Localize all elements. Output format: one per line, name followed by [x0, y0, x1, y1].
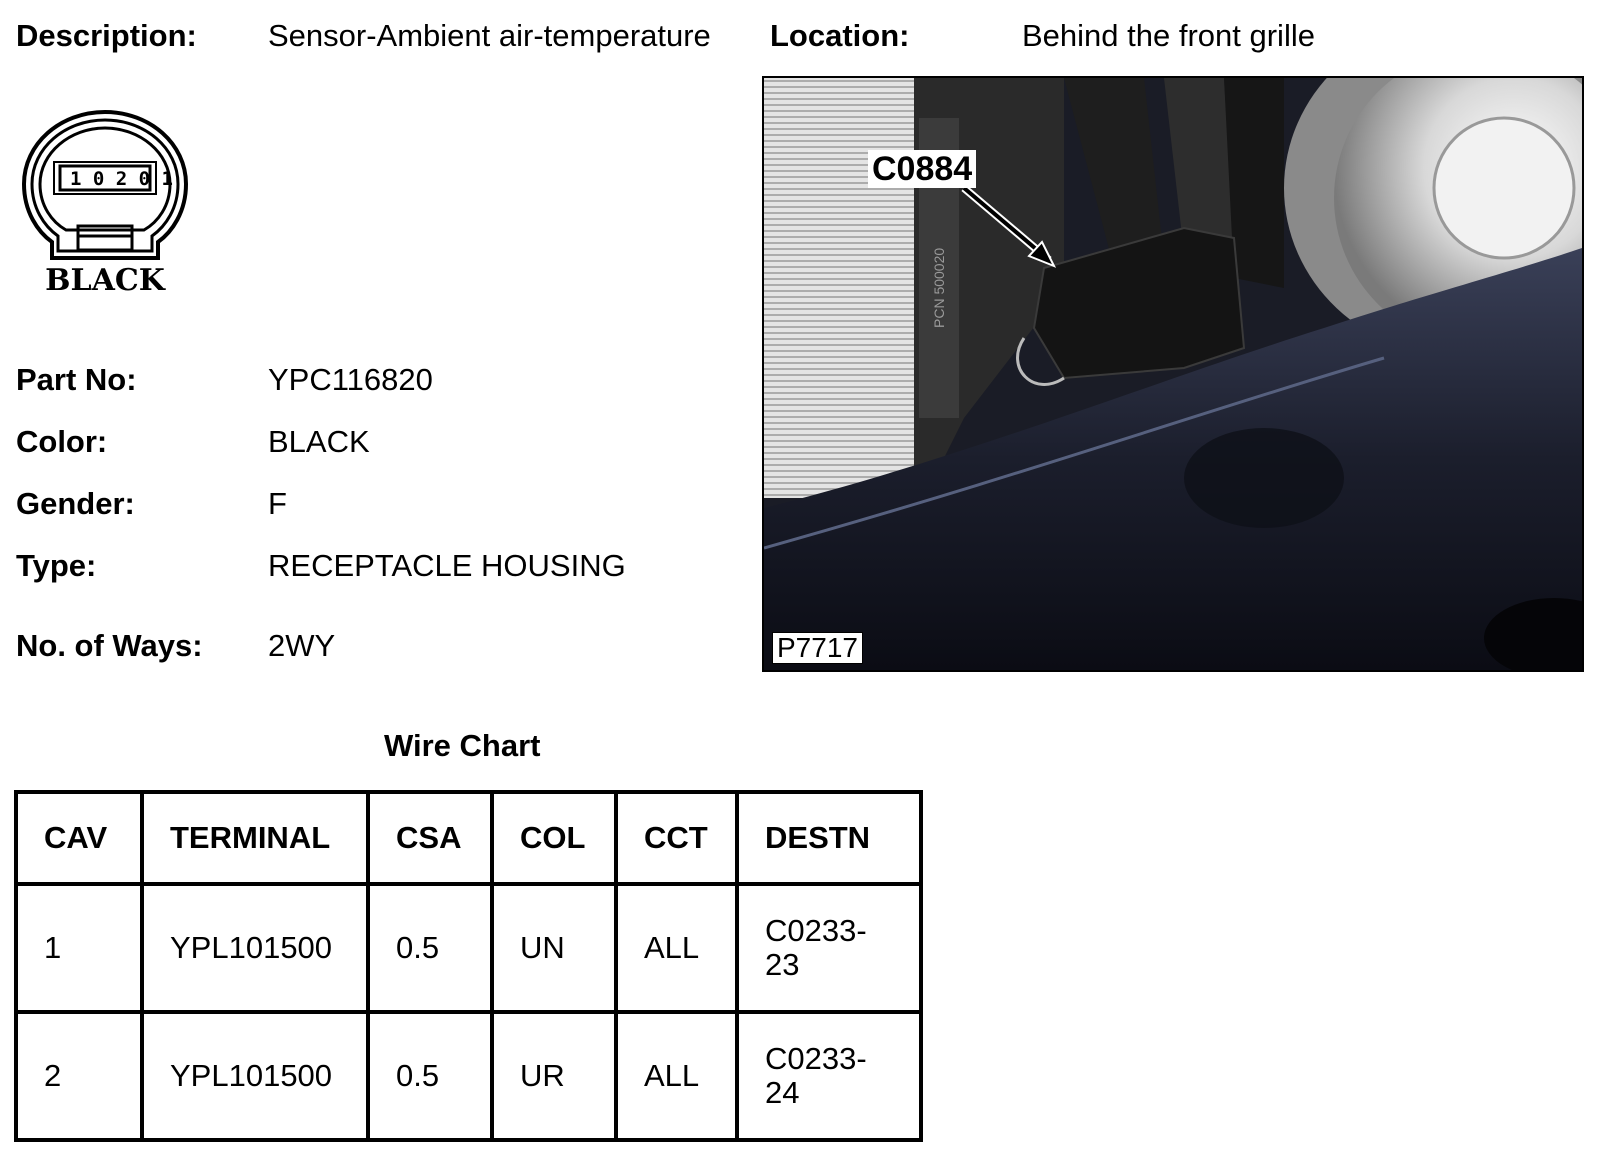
type-label: Type:: [16, 548, 97, 583]
location-label: Location:: [770, 18, 910, 53]
connector-pin-labels: 1 0 2 0 1: [70, 168, 173, 190]
cell-cct: ALL: [616, 1012, 737, 1140]
description-label: Description:: [16, 18, 197, 53]
cell-cav: 2: [16, 1012, 142, 1140]
cell-cav: 1: [16, 884, 142, 1012]
header-cav: CAV: [16, 792, 142, 884]
cell-cct: ALL: [616, 884, 737, 1012]
shroud-part-text: PCN 500020: [931, 247, 947, 328]
header-destn: DESTN: [737, 792, 921, 884]
connector-color-label: BLACK: [45, 263, 165, 298]
part-no-label: Part No:: [16, 362, 137, 397]
cell-col: UN: [492, 884, 616, 1012]
header-csa: CSA: [368, 792, 492, 884]
cell-terminal: YPL101500: [142, 884, 368, 1012]
cell-col: UR: [492, 1012, 616, 1140]
color-label: Color:: [16, 424, 108, 459]
cell-destn: [737, 1012, 921, 1140]
connector-outline-icon: [20, 108, 190, 298]
part-no-value: YPC116820: [268, 362, 433, 397]
table-row: [16, 1012, 921, 1140]
destn-line2: 23: [765, 947, 800, 982]
ways-value: 2WY: [268, 628, 336, 663]
cell-destn: [737, 884, 921, 1012]
gender-label: Gender:: [16, 486, 135, 521]
header-terminal: TERMINAL: [142, 792, 368, 884]
cell-csa: 0.5: [368, 1012, 492, 1140]
table-row: [16, 884, 921, 1012]
cell-csa: 0.5: [368, 884, 492, 1012]
location-photo: [762, 76, 1584, 672]
type-value: RECEPTACLE HOUSING: [268, 548, 626, 583]
table-header-row: [16, 792, 921, 884]
gender-value: F: [268, 486, 287, 521]
header-col: COL: [492, 792, 616, 884]
connector-face-diagram: [20, 108, 190, 298]
location-value: Behind the front grille: [1022, 18, 1315, 53]
ways-label: No. of Ways:: [16, 628, 203, 663]
photo-reference-label: P7717: [772, 632, 863, 664]
header-cct: CCT: [616, 792, 737, 884]
destn-line1: C0233-: [765, 913, 867, 948]
description-value: Sensor-Ambient air-temperature: [268, 18, 711, 53]
wire-chart-table: [14, 790, 923, 1142]
destn-line1: C0233-: [765, 1041, 867, 1076]
connector-callout-label: C0884: [868, 150, 976, 188]
color-value: BLACK: [268, 424, 370, 459]
destn-line2: 24: [765, 1075, 800, 1110]
cell-terminal: YPL101500: [142, 1012, 368, 1140]
wire-chart-title: Wire Chart: [384, 728, 541, 763]
